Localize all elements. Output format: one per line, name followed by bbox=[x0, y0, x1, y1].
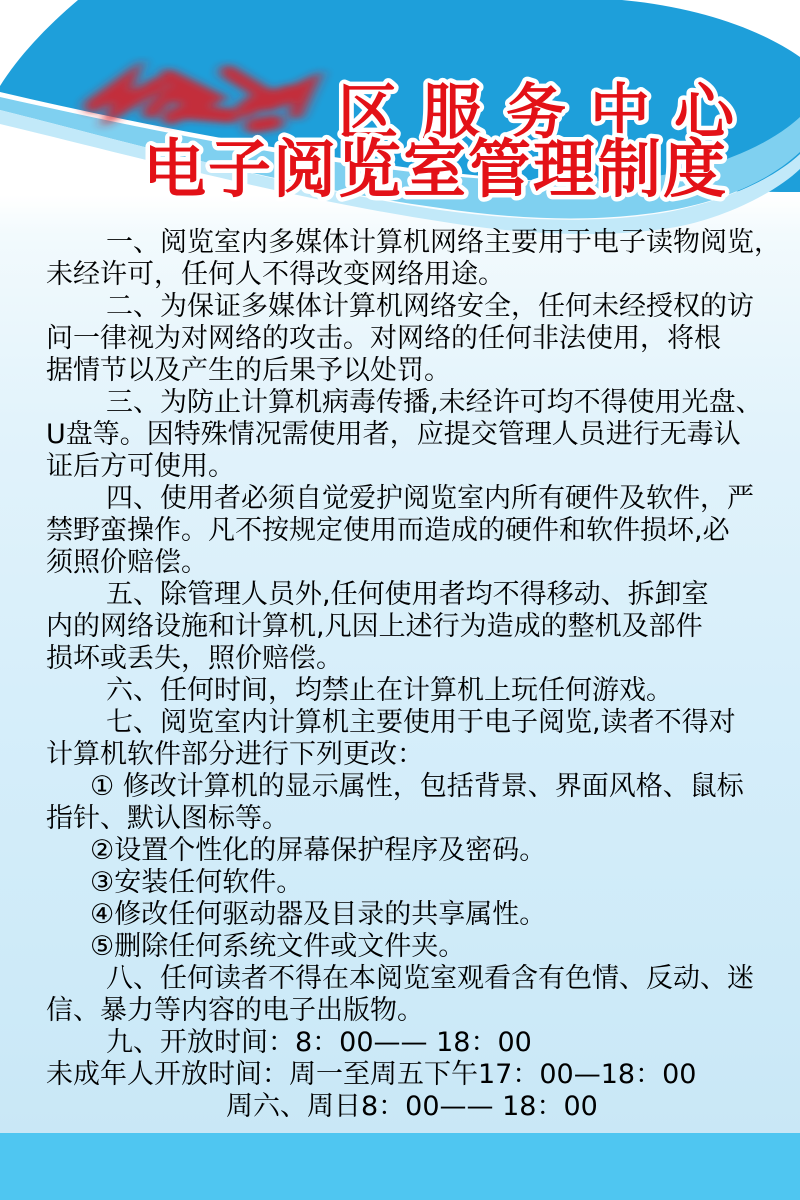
rule-line: 三、为防止计算机病毒传播,未经许可均不得使用光盘、 bbox=[106, 387, 763, 418]
rule-line: 八、任何读者不得在本阅览室观看含有色情、反动、迷 bbox=[106, 963, 754, 994]
opening-hours-weekend-line: 周六、周日8：00—— 18：00 bbox=[226, 1091, 598, 1122]
rule-subitem-line: ③安装任何软件。 bbox=[90, 867, 304, 898]
rule-line: 四、使用者必须自觉爱护阅览室内所有硬件及软件，严 bbox=[106, 483, 754, 514]
rule-line: 损坏或丢失，照价赔偿。 bbox=[46, 643, 343, 674]
rule-subitem-line: ④修改任何驱动器及目录的共享属性。 bbox=[90, 899, 547, 930]
rule-line: 问一律视为对网络的攻击。对网络的任何非法使用，将根 bbox=[46, 323, 721, 354]
rule-line: 未经许可，任何人不得改变网络用途。 bbox=[46, 259, 505, 290]
rule-subitem-line: 指针、默认图标等。 bbox=[46, 803, 289, 834]
rule-line: 信、暴力等内容的电子出版物。 bbox=[46, 995, 424, 1026]
footer-band bbox=[0, 1133, 800, 1200]
rule-subitem-line: ⑤删除任何系统文件或文件夹。 bbox=[90, 931, 466, 962]
rule-line: 计算机软件部分进行下列更改： bbox=[46, 739, 424, 770]
rule-line: 内的网络设施和计算机,凡因上述行为造成的整机及部件 bbox=[46, 611, 703, 642]
rule-line: 须照价赔偿。 bbox=[46, 547, 208, 578]
rules-text-block bbox=[46, 227, 781, 1123]
rule-line: 五、除管理人员外,任何使用者均不得移动、拆卸室 bbox=[106, 579, 709, 610]
opening-hours-minors-line: 未成年人开放时间：周一至周五下午17：00—18：00 bbox=[46, 1059, 697, 1090]
rule-line: 六、任何时间，均禁止在计算机上玩任何游戏。 bbox=[106, 675, 673, 706]
rule-line: 据情节以及产生的后果予以处罚。 bbox=[46, 355, 451, 386]
opening-hours-line: 九、开放时间：8：00—— 18：00 bbox=[106, 1027, 532, 1058]
rule-line: U盘等。因特殊情况需使用者，应提交管理人员进行无毒认 bbox=[46, 419, 741, 450]
rule-subitem-line: ① 修改计算机的显示属性，包括背景、界面风格、鼠标 bbox=[90, 771, 744, 802]
poster-title-line1: 区服务中心 bbox=[338, 78, 758, 148]
poster-title-line2: 电子阅览室管理制度 bbox=[143, 133, 728, 206]
rule-line: 一、阅览室内多媒体计算机网络主要用于电子读物阅览， bbox=[106, 227, 781, 258]
rule-line: 七、阅览室内计算机主要使用于电子阅览,读者不得对 bbox=[106, 707, 736, 738]
rule-subitem-line: ②设置个性化的屏幕保护程序及密码。 bbox=[90, 835, 547, 866]
rule-line: 证后方可使用。 bbox=[46, 451, 235, 482]
rule-line: 二、为保证多媒体计算机网络安全，任何未经授权的访 bbox=[106, 291, 754, 322]
rule-line: 禁野蛮操作。凡不按规定使用而造成的硬件和软件损坏,必 bbox=[46, 515, 730, 546]
header-banner bbox=[0, 0, 800, 260]
